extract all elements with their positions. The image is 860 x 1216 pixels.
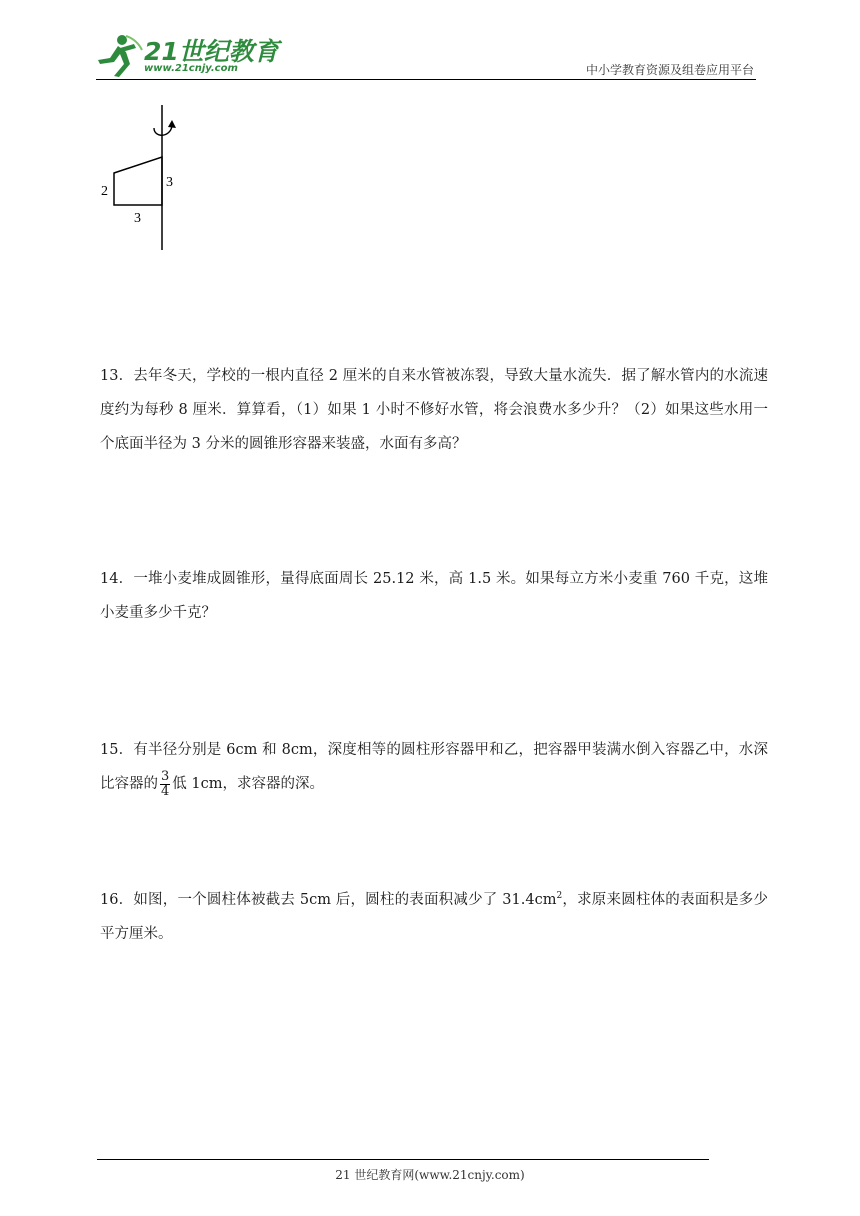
question-16-text-before: 16．如图，一个圆柱体被截去 5cm 后，圆柱的表面积减少了 31.4cm bbox=[100, 891, 557, 908]
site-logo[interactable] bbox=[92, 30, 279, 80]
question-15-text-before: 15．有半径分别是 6cm 和 8cm，深度相等的圆柱形容器甲和乙，把容器甲装满水倒入容器乙中，水深比容器的 bbox=[100, 742, 768, 792]
runner-logo-icon bbox=[92, 32, 144, 78]
fraction-numerator: 3 bbox=[161, 768, 170, 784]
superscript-2: 2 bbox=[556, 891, 563, 901]
footer-text[interactable]: 21 世纪教育网(www.21cnjy.com) bbox=[335, 1168, 525, 1182]
fraction-denominator: 4 bbox=[161, 783, 170, 799]
platform-name: 中小学教育资源及组卷应用平台 bbox=[585, 63, 754, 77]
question-16 bbox=[100, 879, 768, 951]
question-14: 14．一堆小麦堆成圆锥形，量得底面周长 25.12 米，高 1.5 米。如果每立方米小麦重 760 千克，这堆小麦重多少千克？ bbox=[100, 571, 768, 621]
logo-text: 21世纪教育 bbox=[144, 37, 279, 66]
header-divider bbox=[96, 79, 756, 80]
logo-url: www.21cnjy.com bbox=[144, 63, 238, 74]
question-15-text-after: 低 1cm，求容器的深。 bbox=[172, 776, 324, 792]
question-13: 13．去年冬天，学校的一根内直径 2 厘米的自来水管被冻裂，导致大量水流失．据了解水管内的水流速度约为每秒 8 厘米．算算看，（1）如果 1 小时不修好水管，将会浪费水多少升？（2）如果这些水用一个底面半径为 3 分米的圆锥形容器来装盛，水面有多高？ bbox=[100, 368, 768, 452]
rotation-arrow-icon bbox=[154, 126, 172, 135]
trapezoid-shape bbox=[114, 157, 162, 205]
question-16-text-after: ，求原来圆柱体的表面积是多少平方厘米。 bbox=[100, 891, 768, 942]
footer-divider bbox=[97, 1159, 709, 1160]
question-15 bbox=[100, 733, 768, 801]
page-header bbox=[0, 0, 860, 80]
label-right: 3 bbox=[166, 175, 173, 190]
label-bottom: 3 bbox=[134, 211, 141, 226]
fraction-three-quarters bbox=[160, 770, 170, 799]
label-left: 2 bbox=[101, 184, 108, 199]
trapezoid-rotation-figure bbox=[94, 100, 194, 252]
